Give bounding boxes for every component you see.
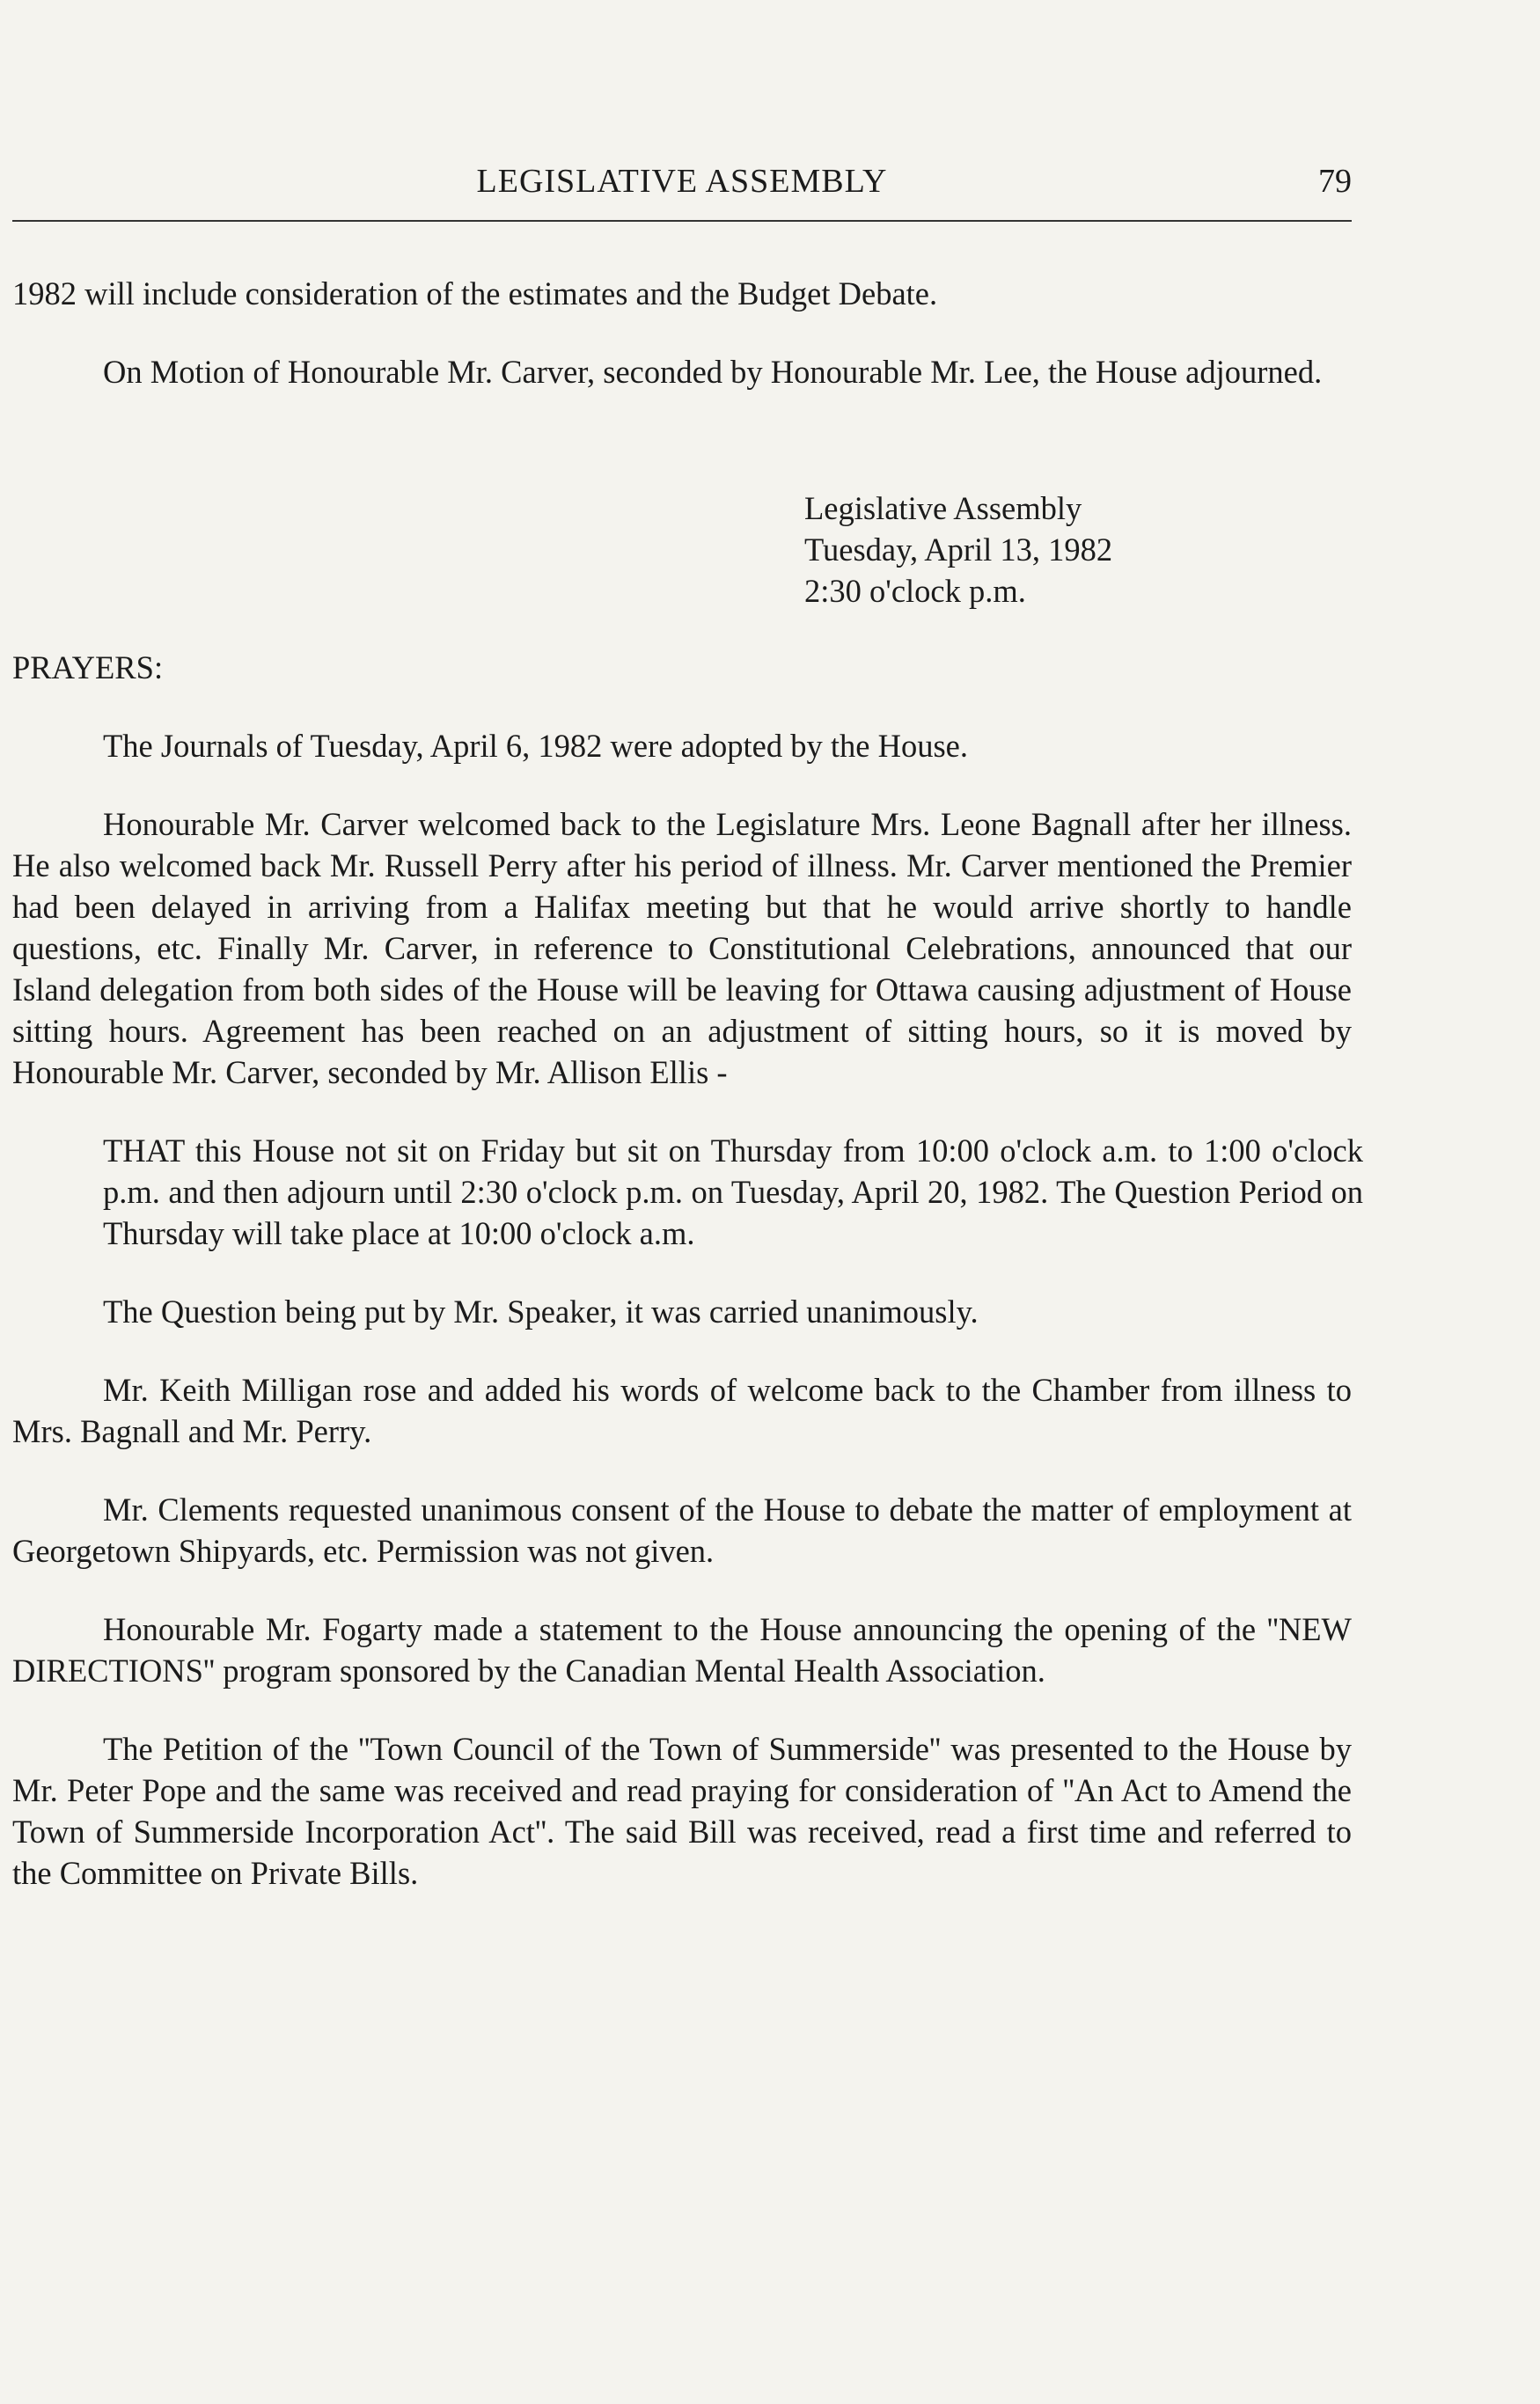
paragraph-milligan: Mr. Keith Milligan rose and added his words of welcome back to the Chamber from illness to Mrs. Bagnall and Mr. Perry.: [12, 1372, 1352, 1449]
dateline-time: 2:30 o'clock p.m.: [804, 573, 1026, 609]
paragraph-petition: The Petition of the ''Town Council of the Town of Summerside'' was presented to the House by Mr. Peter Pope and the same was received and read praying for consideration of ''An Act to Amend the Town of Summerside Incorporation Act''. The said Bill was received, read a first time and referred to the Committee on Private Bills.: [12, 1731, 1352, 1891]
page-number: 79: [1318, 163, 1352, 200]
paragraph-carver-welcome: Honourable Mr. Carver welcomed back to the Legislature Mrs. Leone Bagnall after her illness. He also welcomed back Mr. Russell Perry after his period of illness. Mr. Carver mentioned the Premier had been delayed in arriving from a Halifax meeting but that he would arrive shortly to handle questions, etc. Finally Mr. Carver, in reference to Constitutional Celebrations, announced that our Island delegation from both sides of the House will be leaving for Ottawa causing adjustment of House sitting hours. Agreement has been reached on an adjustment of sitting hours, so it is moved by Honourable Mr. Carver, seconded by Mr. Allison Ellis -: [12, 806, 1352, 1090]
body-text: [12, 273, 1363, 1931]
page-header: [12, 158, 1352, 204]
prayers-heading: PRAYERS:: [12, 649, 164, 685]
paragraph-journals: The Journals of Tuesday, April 6, 1982 were adopted by the House.: [103, 728, 968, 764]
dateline-date: Tuesday, April 13, 1982: [804, 531, 1113, 568]
sitting-dateline: [804, 487, 1352, 612]
running-title: LEGISLATIVE ASSEMBLY: [476, 163, 888, 200]
dateline-assembly: Legislative Assembly: [804, 490, 1082, 526]
header-rule: [12, 220, 1352, 222]
paragraph-adjournment: On Motion of Honourable Mr. Carver, seconded by Honourable Mr. Lee, the House adjourned.: [103, 354, 1323, 390]
paragraph-clements: Mr. Clements requested unanimous consent of the House to debate the matter of employment at Georgetown Shipyards, etc. Permission was not given.: [12, 1492, 1352, 1569]
motion-text: THAT this House not sit on Friday but sit on Thursday from 10:00 o'clock a.m. to 1:00 o'clock p.m. and then adjourn until 2:30 o'clock p.m. on Tuesday, April 20, 1982. The Question Period on Thursday will take place at 10:00 o'clock a.m.: [103, 1132, 1363, 1251]
paragraph-fogarty: Honourable Mr. Fogarty made a statement to the House announcing the opening of the ''NEW DIRECTIONS'' program sponsored by the Canadian Mental Health Association.: [12, 1611, 1352, 1689]
paragraph-continuation: 1982 will include consideration of the estimates and the Budget Debate.: [12, 275, 938, 311]
paragraph-question-carried: The Question being put by Mr. Speaker, it was carried unanimously.: [103, 1294, 979, 1330]
